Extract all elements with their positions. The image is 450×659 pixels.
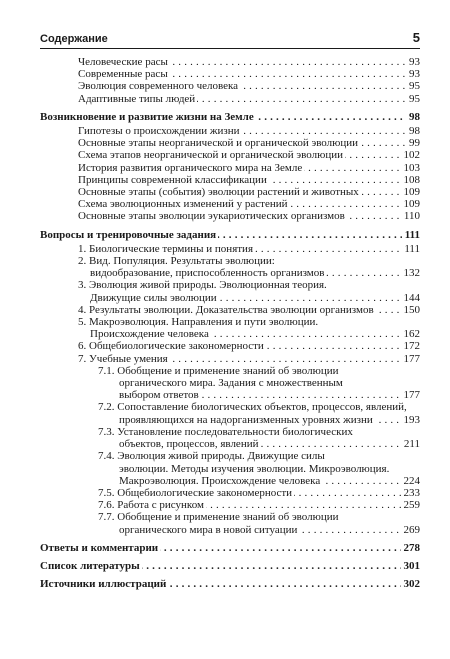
toc-entry-page-number: 177: [401, 389, 421, 401]
toc-entry-title: органического мира в новой ситуации . . .: [119, 524, 401, 536]
toc-entry: [40, 243, 420, 255]
toc-entry-title: Современные расы . . .: [78, 68, 406, 80]
toc-entry: [40, 186, 420, 198]
toc-entry-page-number: 172: [401, 340, 421, 352]
toc-entry-page-number: 98: [406, 111, 420, 123]
toc-entry-title: видообразование, приспособленность организмов . . .: [90, 267, 401, 279]
toc-entry-title: 7.5. Общебиологические закономерности . . .: [98, 487, 401, 499]
toc-entry-title: Гипотезы о происхождении жизни . . .: [78, 125, 406, 137]
toc-entry-title: 7.1. Обобщение и применение знаний об эволюции: [98, 364, 339, 377]
toc-entry-page-number: 95: [406, 93, 420, 105]
toc-section-entry: [40, 542, 420, 554]
toc-entry-title: 3. Эволюция живой природы. Эволюционная теория.: [78, 279, 327, 292]
toc-entry-title: 7.7. Обобщение и применение знаний об эволюции: [98, 511, 339, 524]
toc-entry-title: 7.4. Эволюция живой природы. Движущие силы: [98, 450, 325, 463]
toc-entry: [40, 499, 420, 511]
toc-entry-title: Источники иллюстраций . . .: [40, 578, 401, 590]
toc-entry-page-number: 93: [406, 56, 420, 68]
toc-entry: [40, 279, 420, 303]
toc-entry-page-number: 233: [401, 487, 421, 499]
toc-entry-title: Эволюция современного человека . . .: [78, 80, 406, 92]
toc-entry-title: 7.3. Установление последовательности биологических: [98, 425, 353, 438]
toc-entry-title: выбором ответов . . .: [119, 389, 401, 401]
toc-entry: [40, 426, 420, 450]
toc-entry-page-number: 102: [401, 149, 421, 161]
toc-entry-title: Схема эволюционных изменений у растений . . .: [78, 198, 401, 210]
toc-entry: [40, 210, 420, 222]
toc-entry-page-number: 211: [401, 438, 420, 450]
toc-entry-page-number: 108: [401, 174, 421, 186]
toc-entry-title: 6. Общебиологические закономерности . . .: [78, 340, 401, 352]
toc-section-entry: [40, 560, 420, 572]
toc-entry-title: Основные этапы неорганической и органической эволюции . . .: [78, 137, 406, 149]
toc-entry: [40, 255, 420, 279]
toc-entry-page-number: 177: [401, 353, 421, 365]
toc-section-entry: [40, 229, 420, 241]
toc-entry-page-number: 103: [401, 162, 421, 174]
toc-entry-page-number: 259: [401, 499, 421, 511]
toc-entry-title: Принципы современной классификации . . .: [78, 174, 401, 186]
toc-entry-page-number: 95: [406, 80, 420, 92]
toc-entry-title: 5. Макроэволюция. Направления и пути эволюции.: [78, 316, 319, 329]
toc-entry-page-number: 150: [401, 304, 421, 316]
toc-entry-page-number: 162: [401, 328, 421, 340]
running-header: [40, 30, 420, 49]
toc-entry: [40, 80, 420, 92]
toc-entry: [40, 487, 420, 499]
toc-entry-title: 7.6. Работа с рисунком . . .: [98, 499, 401, 511]
toc-entry-page-number: 193: [401, 414, 421, 426]
toc-entry-page-number: 109: [401, 186, 421, 198]
toc-entry: [40, 56, 420, 68]
toc-entry-page-number: 109: [401, 198, 421, 210]
toc-entry: [40, 316, 420, 340]
toc-entry-title: 4. Результаты эволюции. Доказательства эволюции организмов . . .: [78, 304, 401, 316]
toc-entry-title: эволюции. Методы изучения эволюции. Микроэволюция.: [119, 462, 390, 475]
toc-entry-title: 7.2. Сопоставление биологических объектов, процессов, явлений,: [98, 401, 407, 414]
toc-entry-title: Движущие силы эволюции . . .: [90, 292, 401, 304]
toc-entry-page-number: 93: [406, 68, 420, 80]
toc-entry-title: 2. Вид. Популяция. Результаты эволюции:: [78, 255, 275, 268]
toc-entry: [40, 365, 420, 402]
toc-entry: [40, 137, 420, 149]
toc-entry-page-number: 224: [401, 475, 421, 487]
toc-entry: [40, 93, 420, 105]
toc-entry: [40, 198, 420, 210]
header-title: Содержание: [40, 33, 108, 45]
toc-section-entry: [40, 111, 420, 123]
toc-entry-title: История развития органического мира на Земле . . .: [78, 162, 401, 174]
toc-entry-title: Основные этапы (события) эволюции растений и животных . . .: [78, 186, 401, 198]
toc-entry-page-number: 278: [401, 542, 421, 554]
toc-entry-title: Возникновение и развитие жизни на Земле . . .: [40, 111, 406, 123]
toc-entry-title: Схема этапов неорганической и органической эволюции . . .: [78, 149, 401, 161]
toc-entry-page-number: 301: [401, 560, 421, 572]
toc-entry-title: проявляющихся на надорганизменных уровнях жизни . . .: [119, 414, 401, 426]
toc-entry-title: Макроэволюция. Происхождение человека . . .: [119, 475, 401, 487]
toc-entry-title: Вопросы и тренировочные задания . . .: [40, 229, 402, 241]
toc-section-entry: [40, 578, 420, 590]
toc-entry-title: Список литературы . . .: [40, 560, 401, 572]
toc-entry: [40, 401, 420, 425]
toc-entry: [40, 162, 420, 174]
toc-entry-page-number: 111: [402, 229, 420, 241]
toc-entry-title: объектов, процессов, явлений . . .: [119, 438, 401, 450]
toc-entry: [40, 174, 420, 186]
toc-entry-title: Происхождение человека . . .: [90, 328, 401, 340]
toc-entry-page-number: 111: [401, 243, 420, 255]
toc-entry: [40, 511, 420, 535]
toc-entry-page-number: 98: [406, 125, 420, 137]
toc-entry: [40, 304, 420, 316]
toc-entry-page-number: 269: [401, 524, 421, 536]
toc-entry-page-number: 144: [401, 292, 421, 304]
toc-entry-page-number: 110: [401, 210, 420, 222]
toc-entry-page-number: 302: [401, 578, 421, 590]
toc-entry-title: Адаптивные типы людей . . .: [78, 93, 406, 105]
toc-entry-title: 7. Учебные умения . . .: [78, 353, 401, 365]
toc-entry: [40, 450, 420, 487]
toc-entry: [40, 68, 420, 80]
toc-entry: [40, 353, 420, 365]
header-page-number: 5: [412, 30, 420, 45]
table-of-contents: [40, 56, 420, 592]
toc-entry-page-number: 99: [406, 137, 420, 149]
toc-entry: [40, 340, 420, 352]
toc-entry-title: Человеческие расы . . .: [78, 56, 406, 68]
toc-entry-title: органического мира. Задания с множественным: [119, 377, 343, 390]
toc-entry-title: Основные этапы эволюции эукариотических организмов . . .: [78, 210, 401, 222]
toc-entry-title: 1. Биологические термины и понятия . . .: [78, 243, 401, 255]
toc-entry: [40, 125, 420, 137]
toc-entry-page-number: 132: [401, 267, 421, 279]
toc-entry-title: Ответы и комментарии . . .: [40, 542, 401, 554]
toc-entry: [40, 149, 420, 161]
